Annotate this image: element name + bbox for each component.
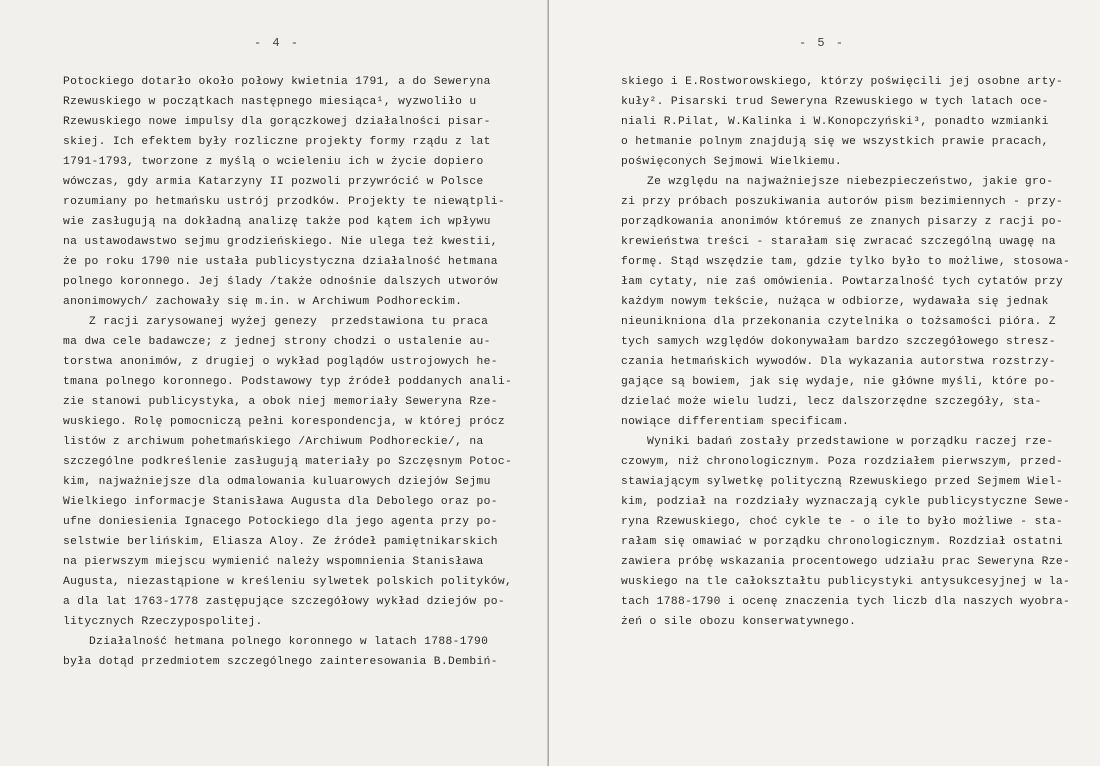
text-line: czania hetmańskich wywodów. Dla wykazania autorstwa rozstrzy- [621,356,1056,368]
text-line: Augusta, niezastąpione w kreśleniu sylwetek polskich polityków, [63,576,513,588]
text-line: tmana polnego koronnego. Podstawowy typ źródeł poddanych anali- [63,376,513,388]
right-page [549,0,1100,766]
text-line: łam cytaty, nie zaś omówienia. Powtarzalność tych cytatów przy [621,276,1064,288]
text-line: Z racji zarysowanej wyżej genezy przedstawiona tu praca [89,316,489,328]
text-line: anonimowych/ zachowały się m.in. w Archiwum Podhoreckim. [63,296,463,308]
text-line: wie zasługują na dokładną analizę także pod kątem ich wpływu [63,216,491,228]
text-line: Rzewuskiego w początkach następnego miesiąca¹, wyzwoliło u [63,96,477,108]
text-line: na pierwszym miejscu wymienić należy wspomnienia Stanisława [63,556,484,568]
text-line: stawiającym sylwetkę polityczną Rzewuskiego przed Sejmem Wiel- [621,476,1064,488]
text-line: kim, podział na rozdziały wyznaczają cykle publicystyczne Sewe- [621,496,1071,508]
text-line: porządkowania anonimów któremuś ze znanych pisarzy z racji po- [621,216,1064,228]
text-line: wuskiego. Rolę pomocniczą pełni korespondencja, w której prócz [63,416,506,428]
text-line: Wielkiego informacje Stanisława Augusta dla Debolego oraz po- [63,496,498,508]
text-line: zi przy próbach poszukiwania autorów pism bezimiennych - przy- [621,196,1064,208]
text-line: zawiera próbę wskazania procentowego udziału prac Seweryna Rze- [621,556,1071,568]
text-line: a dla lat 1763-1778 zastępujące szczegółowy wykład dziejów po- [63,596,506,608]
text-line: gające są bowiem, jak się wydaje, nie główne myśli, które po- [621,376,1056,388]
text-line: litycznych Rzeczypospolitej. [63,616,263,628]
text-line: tych samych względów dokonywałam bardzo szczegółowego stresz- [621,336,1056,348]
left-page-body [63,72,513,672]
right-page-body [621,72,1071,632]
text-line: polnego koronnego. Jej ślady /także odnośnie dalszych utworów [63,276,498,288]
text-line: kim, najważniejsze dla odmalowania kuluarowych dziejów Sejmu [63,476,491,488]
text-line: Rzewuskiego nowe impulsy dla gorączkowej działalności pisar- [63,116,491,128]
page-number: - 5 - [799,36,846,50]
text-line: na ustawodawstwo sejmu grodzieńskiego. Nie ulega też kwestii, [63,236,498,248]
text-line: rozumiany po hetmańsku ustrój przodków. Projekty te niewątpli- [63,196,506,208]
text-line: niali R.Pilat, W.Kalinka i W.Konopczyński³, ponadto wzmianki [621,116,1049,128]
text-line: ryna Rzewuskiego, choć cykle te - o ile to było możliwe - sta- [621,516,1064,528]
left-page [0,0,548,766]
text-line: dzielać może wielu ludzi, lecz dalszorzędne szczegóły, sta- [621,396,1042,408]
text-line: skiej. Ich efektem były rozliczne projekty formy rządu z lat [63,136,491,148]
text-line: Potockiego dotarło około połowy kwietnia 1791, a do Seweryna [63,76,491,88]
text-line: kuły². Pisarski trud Seweryna Rzewuskiego w tych latach oce- [621,96,1049,108]
text-line: torstwa anonimów, z drugiej o wykład poglądów ustrojowych he- [63,356,498,368]
text-line: czowym, niż chronologicznym. Poza rozdziałem pierwszym, przed- [621,456,1064,468]
text-line: krewieństwa treści - starałam się zwracać szczególną uwagę na [621,236,1056,248]
text-line: listów z archiwum pohetmańskiego /Archiwum Podhoreckie/, na [63,436,484,448]
text-line: selstwie berlińskim, Eliasza Aloy. Ze źródeł pamiętnikarskich [63,536,498,548]
text-line: ma dwa cele badawcze; z jednej strony chodzi o ustalenie au- [63,336,491,348]
text-line: wówczas, gdy armia Katarzyny II pozwoli przywrócić w Polsce [63,176,484,188]
text-line: żeń o sile obozu konserwatywnego. [621,616,857,628]
text-line: była dotąd przedmiotem szczególnego zainteresowania B.Dembiń- [63,656,498,668]
page-number: - 4 - [254,36,301,50]
text-line: ufne doniesienia Ignacego Potockiego dla jego agenta przy po- [63,516,498,528]
text-line: wuskiego na tle całokształtu publicystyki antysukcesyjnej w la- [621,576,1071,588]
text-line: szczególne podkreślenie zasługują materiały po Szczęsnym Potoc- [63,456,513,468]
text-line: skiego i E.Rostworowskiego, którzy poświęcili jej osobne arty- [621,76,1064,88]
text-line: każdym nowym tekście, nużąca w odbiorze, wydawała się jednak [621,296,1049,308]
text-line: nieunikniona dla przekonania czytelnika o tożsamości pióra. Z [621,316,1056,328]
text-line: Ze względu na najważniejsze niebezpieczeństwo, jakie gro- [647,176,1054,188]
text-line: Wyniki badań zostały przedstawione w porządku raczej rze- [647,436,1054,448]
text-line: tach 1788-1790 i ocenę znaczenia tych liczb dla naszych wyobra- [621,596,1071,608]
text-line: poświęconych Sejmowi Wielkiemu. [621,156,843,168]
text-line: o hetmanie polnym znajdują się we wszystkich prawie pracach, [621,136,1049,148]
text-line: że po roku 1790 nie ustała publicystyczna działalność hetmana [63,256,498,268]
text-line: zie stanowi publicystyka, a obok niej memoriały Seweryna Rze- [63,396,498,408]
text-line: Działalność hetmana polnego koronnego w latach 1788-1790 [89,636,489,648]
text-line: nowiące differentiam specificam. [621,416,850,428]
text-line: formę. Stąd wszędzie tam, gdzie tylko było to możliwe, stosowa- [621,256,1071,268]
text-line: 1791-1793, tworzone z myślą o wcieleniu ich w życie dopiero [63,156,484,168]
text-line: rałam się omawiać w porządku chronologicznym. Rozdział ostatni [621,536,1064,548]
